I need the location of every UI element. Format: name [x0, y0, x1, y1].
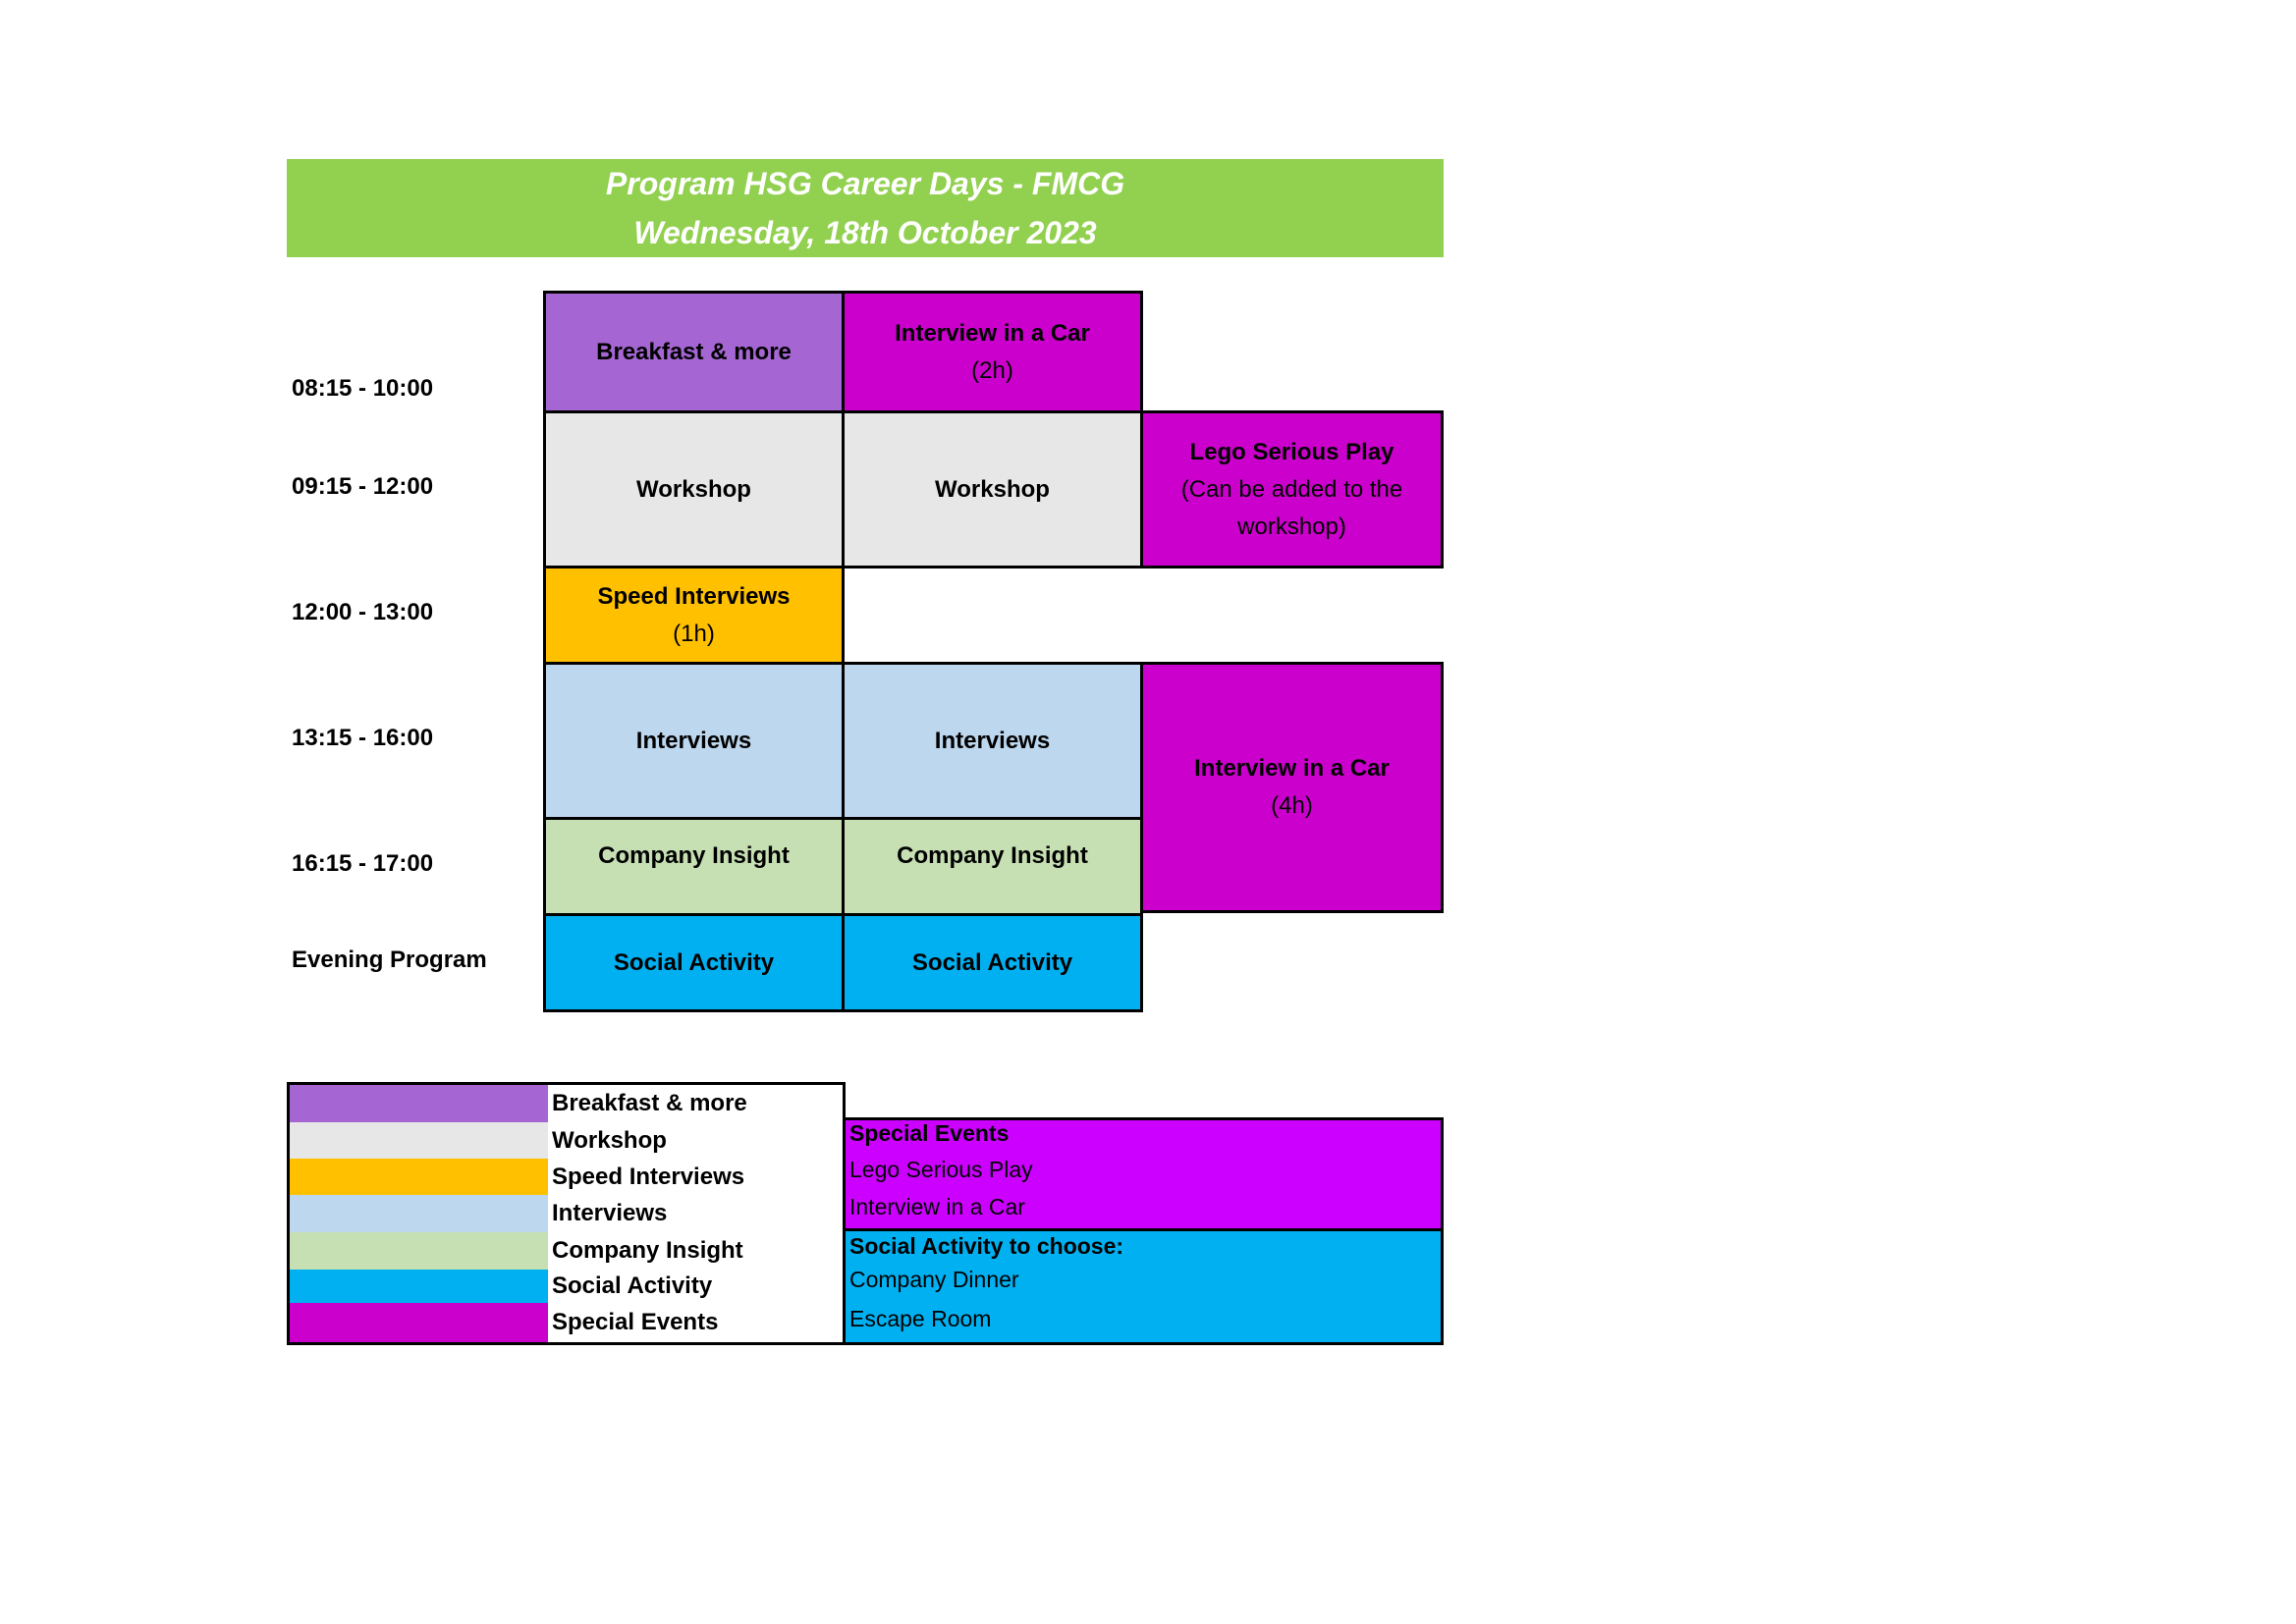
legend-item-special-events — [290, 1303, 843, 1342]
legend-swatch-speed-interviews — [290, 1159, 548, 1195]
legend — [287, 1082, 846, 1345]
legend-label-social-activity: Social Activity — [552, 1272, 713, 1299]
time-label-evening: Evening Program — [292, 947, 487, 973]
legend-item-speed-interviews — [290, 1159, 843, 1195]
time-label-1315: 13:15 - 16:00 — [292, 725, 434, 751]
cell-interview-in-car-4h — [1140, 662, 1444, 913]
legend-item-company-insight — [290, 1232, 843, 1270]
cell-social-2-title: Social Activity — [911, 948, 1073, 976]
social-choice-heading: Social Activity to choose: — [849, 1233, 1124, 1259]
cell-company-insight-2 — [842, 817, 1143, 916]
cell-car-short-title: Interview in a Car — [895, 319, 1090, 347]
cell-breakfast — [543, 291, 845, 413]
cell-social-activity-1 — [543, 913, 845, 1012]
cell-company-insight-1 — [543, 817, 845, 916]
social-choice-item-escape: Escape Room — [849, 1306, 992, 1331]
legend-item-social-activity — [290, 1270, 843, 1303]
special-events-heading: Special Events — [849, 1120, 1010, 1146]
cell-social-1-title: Social Activity — [613, 948, 775, 976]
title-banner — [287, 159, 1444, 257]
cell-speed-title: Speed Interviews — [597, 582, 791, 610]
cell-lego-serious-play — [1140, 410, 1444, 568]
cell-insight-1-title: Company Insight — [598, 842, 790, 869]
special-events-item-lego: Lego Serious Play — [849, 1157, 1033, 1182]
cell-lego-title: Lego Serious Play — [1189, 438, 1394, 465]
social-activity-choice-box — [843, 1228, 1444, 1345]
legend-swatch-interviews — [290, 1195, 548, 1232]
cell-workshop-1-title: Workshop — [636, 475, 751, 503]
time-label-0815: 08:15 - 10:00 — [292, 375, 434, 402]
cell-workshop-2-title: Workshop — [935, 475, 1050, 503]
legend-swatch-special-events — [290, 1303, 548, 1342]
social-choice-item-dinner: Company Dinner — [849, 1267, 1019, 1292]
time-label-1200: 12:00 - 13:00 — [292, 599, 434, 625]
special-events-item-car: Interview in a Car — [849, 1194, 1025, 1219]
legend-label-special-events: Special Events — [552, 1309, 719, 1335]
special-events-box — [843, 1117, 1444, 1231]
time-label-1615: 16:15 - 17:00 — [292, 850, 434, 877]
cell-car-long-title: Interview in a Car — [1194, 755, 1390, 782]
cell-breakfast-title: Breakfast & more — [596, 338, 792, 365]
cell-interview-in-car-2h — [842, 291, 1143, 413]
legend-label-company-insight: Company Insight — [552, 1237, 743, 1264]
legend-label-speed-interviews: Speed Interviews — [552, 1163, 745, 1190]
cell-interviews-2-title: Interviews — [934, 727, 1051, 754]
cell-interviews-1 — [543, 662, 845, 820]
cell-interviews-2 — [842, 662, 1143, 820]
legend-item-interviews — [290, 1195, 843, 1232]
time-label-0915: 09:15 - 12:00 — [292, 473, 434, 500]
legend-label-workshop: Workshop — [552, 1126, 667, 1154]
page-date: Wednesday, 18th October 2023 — [633, 215, 1097, 250]
legend-item-workshop — [290, 1122, 843, 1159]
legend-item-breakfast — [290, 1085, 843, 1122]
legend-swatch-workshop — [290, 1122, 548, 1159]
cell-lego-note-2: workshop) — [1237, 513, 1346, 540]
legend-swatch-breakfast — [290, 1085, 548, 1122]
legend-label-breakfast: Breakfast & more — [552, 1090, 747, 1116]
legend-swatch-company-insight — [290, 1232, 548, 1270]
cell-workshop-1 — [543, 410, 845, 568]
cell-insight-2-title: Company Insight — [897, 842, 1088, 869]
cell-speed-duration: (1h) — [673, 620, 715, 647]
legend-label-interviews: Interviews — [552, 1200, 668, 1226]
legend-swatch-social-activity — [290, 1270, 548, 1303]
cell-workshop-2 — [842, 410, 1143, 568]
cell-car-long-duration: (4h) — [1271, 792, 1313, 819]
page-title: Program HSG Career Days - FMCG — [605, 166, 1125, 201]
cell-lego-note-1: (Can be added to the — [1180, 475, 1403, 503]
cell-interviews-1-title: Interviews — [635, 727, 752, 754]
cell-car-short-duration: (2h) — [971, 356, 1013, 384]
cell-speed-interviews — [543, 566, 845, 665]
cell-social-activity-2 — [842, 913, 1143, 1012]
